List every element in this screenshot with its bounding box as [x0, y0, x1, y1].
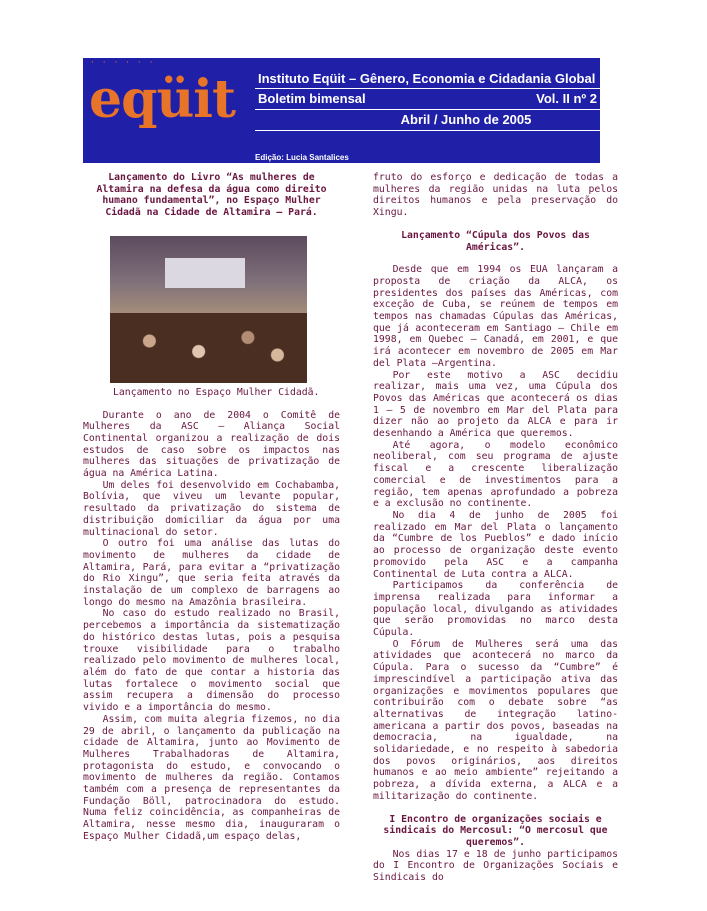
- right-column: [373, 172, 618, 884]
- logo-strip: · · · · · ·: [91, 58, 156, 68]
- paragraph: Nos dias 17 e 18 de junho participamos do I Encontro de Organizações Sociais e Sindicais do: [373, 848, 618, 884]
- volume-number: Vol. II nº 2: [536, 91, 597, 106]
- masthead-info: [255, 70, 600, 148]
- masthead-banner: [83, 58, 600, 163]
- paragraph: Assim, com muita alegria fizemos, no dia 29 de abril, o lançamento da publicação na cidade de Altamira, junto ao Movimento de Mulheres Trabalhadoras de Altamira, protagonista do estudo, e convocando o movimento de mulheres da região. Contamos também com a presença de representantes da Fundação Böll, patrocinadora do estudo. Numa feliz coincidência, as companheiras de Altamira, nesse mesmo dia, inauguraram o Espaço Mulher Cidadã,um espaço delas,: [83, 713, 340, 842]
- paragraph: Durante o ano de 2004 o Comitê de Mulheres da ASC – Aliança Social Continental organizou a realização de dois estudos de caso sobre os impactos nas mulheres das situações de privatização de água na América Latina.: [83, 409, 340, 480]
- paragraph: Por este motivo a ASC decidiu realizar, mais uma vez, uma Cúpula dos Povos das Américas que acontecerá os dias 1 – 5 de novembro em Mar del Plata para dizer não ao projeto da ALCA e para ir desenhando a América que queremos.: [373, 369, 618, 440]
- photo-crowd: [110, 313, 307, 383]
- issue-date: Abril / Junho de 2005: [255, 110, 600, 131]
- paragraph: O outro foi uma análise das lutas do movimento de mulheres da cidade de Altamira, Pará, para evitar a “privatização do Rio Xingu”, que seria feita através da instalação de um complexo de barragens ao longo do mesmo na Amazônia brasileira.: [83, 538, 340, 608]
- paragraph: Um deles foi desenvolvido em Cochabamba, Bolívia, que viveu um levante popular, resultado da privatização do sistema de distribuição domiciliar da água por uma multinacional do setor.: [83, 479, 340, 538]
- paragraph: Até agora, o modelo econômico neoliberal, com seu programa de ajuste fiscal e a crescente liberalização comercial e de investimentos para a região, tem apenas aprofundado a pobreza e a exclusão no continente.: [373, 439, 618, 510]
- edition-credit: Edição: Lucia Santalices: [255, 153, 349, 162]
- event-photo: [110, 236, 307, 383]
- paragraph: No dia 4 de junho de 2005 foi realizado em Mar del Plata o lançamento da “Cumbre de los Pueblos” e dado início ao processo de organização deste evento promovido pela ASC e a campanha Continental de Luta contra a ALCA.: [373, 509, 618, 580]
- bulletin-type: Boletim bimensal: [258, 91, 366, 106]
- photo-screen: [165, 258, 245, 288]
- institute-title: Instituto Eqüit – Gênero, Economia e Cidadania Global: [255, 70, 600, 89]
- equit-logo: eqüit: [89, 69, 236, 130]
- paragraph: Desde que em 1994 os EUA lançaram a proposta de criação da ALCA, os presidentes dos países das Américas, com exceção de Cuba, se reúnem de tempos em tempos nas chamadas Cúpulas das Américas, que já aconteceram em Santiago – Chile em 1998, em Quebec – Canadá, em 2001, e que irá acontecer em novembro de 2005 em Mar del Plata –Argentina.: [373, 264, 618, 369]
- cupula-headline: Lançamento “Cúpula dos Povos das Américas”.: [401, 229, 590, 253]
- left-column: [83, 172, 340, 843]
- continuation-paragraph: fruto do esforço e dedicação de todas a mulheres da região unidas na luta pelos direitos humanos e pela preservação do Xingu.: [373, 172, 618, 219]
- paragraph: O Fórum de Mulheres será uma das atividades que acontecerá no marco da Cúpula. Para o sucesso da “Cumbre” é imprescindível a participação ativa das organizações e movimentos populares que contribuirão com o debate sobre “as alternativas de integração latino-americana a partir dos povos, baseadas na democracia, na igualdade, na solidariedade, e no respeito à sabedoria dos povos originários, aos direitos humanos e ao meio ambiente” rejeitando a pobreza, a dívida externa, a ALCA e a militarização do continente.: [373, 638, 618, 802]
- paragraph: Participamos da conferência de imprensa realizada para informar a população local, divulgando as atividades que serão promovidas no marco desta Cúpula.: [373, 580, 618, 639]
- bulletin-row: [255, 89, 600, 110]
- photo-caption: Lançamento no Espaço Mulher Cidadã.: [113, 386, 320, 398]
- paragraph: No caso do estudo realizado no Brasil, percebemos a importância da sistematização do histórico destas lutas, pois a pesquisa trouxe visibilidade para o trabalho realizado pelo movimento de mulheres local, além do fato de que contar a historia das lutas fortalece o movimento social que assim recupera a dimensão do processo vivido e a importância do mesmo.: [83, 608, 340, 714]
- book-launch-headline: Lançamento do Livro “As mulheres de Altamira na defesa da água como direito humano fundamental”, no Espaço Mulher Cidadã na Cidade de Altamira – Pará.: [96, 172, 327, 219]
- mercosul-headline: I Encontro de organizações sociais e sindicais do Mercosul: “O mercosul que queremos”.: [383, 813, 608, 848]
